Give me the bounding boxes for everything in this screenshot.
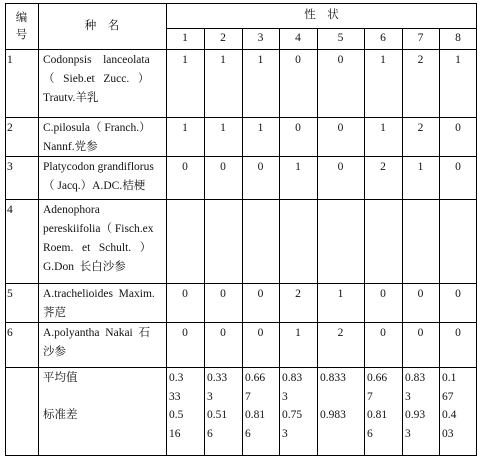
species-name-line: C.pilosula（ Franch.） <box>43 122 151 134</box>
trait-number: 6 <box>380 32 386 44</box>
header-no-char-1: 编 <box>15 12 28 24</box>
row-number: 4 <box>7 204 13 216</box>
summary-value-line: 0.81 <box>245 409 266 421</box>
summary-value-line: 0.51 <box>207 409 228 421</box>
summary-value-line: 33 <box>169 391 181 403</box>
trait-value-cell: 0 <box>295 122 301 134</box>
trait-value-cell: 1 <box>380 122 386 134</box>
summary-value-line: 0.4 <box>442 409 457 421</box>
trait-value-cell: 1 <box>220 122 226 134</box>
species-name-line: Adenophora <box>43 204 100 216</box>
trait-value-cell: 1 <box>257 54 264 66</box>
trait-number: 5 <box>337 32 344 44</box>
species-name-line: Trautv.羊乳 <box>43 92 99 104</box>
summary-value-line: 0.83 <box>405 372 426 384</box>
trait-value-cell: 2 <box>380 161 386 173</box>
header-no-char-2: 号 <box>15 29 28 41</box>
trait-value-cell: 0 <box>417 327 424 339</box>
species-name-line: Roem. et Schult. ） <box>43 242 152 254</box>
summary-value-line: 0.75 <box>282 409 303 421</box>
trait-value-cell: 0 <box>455 161 461 173</box>
summary-value-line: 0.983 <box>320 409 346 421</box>
trait-value-cell: 0 <box>455 122 461 134</box>
trait-number: 1 <box>182 32 188 44</box>
summary-label: 标准差 <box>43 409 78 421</box>
species-name-line: Codonpsis lanceolata <box>43 54 150 66</box>
trait-value-cell: 1 <box>257 122 264 134</box>
species-name-line: （ Sieb.et Zucc. ） <box>43 73 150 85</box>
trait-value-cell: 1 <box>295 327 301 339</box>
summary-value-line: 6 <box>367 428 373 440</box>
trait-value-cell: 1 <box>455 54 461 66</box>
summary-value-line: 0.3 <box>169 372 184 384</box>
summary-value-line: 0.83 <box>282 372 303 384</box>
trait-value-cell: 0 <box>182 327 188 339</box>
species-name-line: 沙参 <box>43 346 66 358</box>
summary-value-line: 7 <box>367 391 373 403</box>
summary-value-line: 3 <box>282 428 288 440</box>
trait-value-cell: 0 <box>337 161 344 173</box>
summary-value-line: 0.66 <box>245 372 266 384</box>
trait-number: 8 <box>455 32 461 44</box>
trait-value-cell: 0 <box>182 288 188 300</box>
trait-value-cell: 0 <box>295 54 301 66</box>
trait-value-cell: 0 <box>220 327 226 339</box>
trait-value-cell: 0 <box>380 327 386 339</box>
trait-number: 7 <box>417 32 424 44</box>
trait-value-cell: 0 <box>220 161 226 173</box>
trait-value-cell: 0 <box>337 54 344 66</box>
species-name-line: A.polyantha Nakai 石 <box>43 327 150 339</box>
trait-value-cell: 2 <box>417 122 424 134</box>
trait-value-cell: 1 <box>337 288 344 300</box>
trait-value-cell: 1 <box>380 54 386 66</box>
trait-value-cell: 0 <box>257 288 264 300</box>
species-name-line: A.trachelioides Maxim. <box>43 288 155 300</box>
trait-value-cell: 0 <box>337 122 344 134</box>
summary-value-line: 16 <box>169 428 181 440</box>
trait-value-cell: 1 <box>182 122 188 134</box>
trait-value-cell: 0 <box>257 161 264 173</box>
trait-value-cell: 2 <box>295 288 301 300</box>
summary-value-line: 0.33 <box>207 372 228 384</box>
summary-value-line: 3 <box>282 391 288 403</box>
summary-value-line: 0.1 <box>442 372 457 384</box>
species-name-line: Nannf.党参 <box>43 141 98 153</box>
trait-value-cell: 1 <box>295 161 301 173</box>
summary-value-line: 6 <box>245 428 251 440</box>
row-number: 5 <box>7 288 13 300</box>
trait-value-cell: 0 <box>257 327 264 339</box>
header-traits: 性 状 <box>304 9 339 21</box>
trait-value-cell: 2 <box>417 54 424 66</box>
trait-number: 3 <box>257 32 264 44</box>
row-number: 6 <box>7 327 13 339</box>
species-name-line: Platycodon grandiflorus <box>43 161 154 173</box>
summary-value-line: 0.5 <box>169 409 184 421</box>
summary-value-line: 6 <box>207 428 213 440</box>
species-name-line: （ Jacq.）A.DC.桔梗 <box>43 180 146 192</box>
trait-value-cell: 1 <box>417 161 424 173</box>
summary-value-line: 67 <box>442 391 454 403</box>
trait-value-cell: 0 <box>455 327 461 339</box>
trait-value-cell: 1 <box>220 54 226 66</box>
trait-value-cell: 0 <box>455 288 461 300</box>
summary-value-line: 3 <box>405 428 411 440</box>
trait-value-cell: 1 <box>182 54 188 66</box>
species-name-line: 荠苨 <box>43 307 66 319</box>
summary-value-line: 03 <box>442 428 454 440</box>
summary-value-line: 0.93 <box>405 409 426 421</box>
trait-value-cell: 0 <box>182 161 188 173</box>
trait-value-cell: 0 <box>220 288 226 300</box>
summary-label: 平均值 <box>43 372 78 384</box>
summary-value-line: 0.66 <box>367 372 388 384</box>
trait-number: 2 <box>220 32 226 44</box>
species-name-line: G.Don 长白沙参 <box>43 261 126 273</box>
trait-number: 4 <box>295 32 301 44</box>
row-number: 1 <box>7 54 13 66</box>
trait-value-cell: 2 <box>337 327 344 339</box>
trait-value-cell: 0 <box>380 288 386 300</box>
trait-value-cell: 0 <box>417 288 424 300</box>
header-species-name: 种 名 <box>84 20 120 32</box>
summary-value-line: 0.833 <box>320 372 346 384</box>
row-number: 3 <box>7 161 13 173</box>
species-name-line: pereskiifolia（ Fisch.ex <box>43 223 154 235</box>
summary-value-line: 3 <box>405 391 411 403</box>
summary-value-line: 0.81 <box>367 409 388 421</box>
trait-table <box>5 3 477 456</box>
row-number: 2 <box>7 122 13 134</box>
summary-value-line: 3 <box>207 391 213 403</box>
summary-value-line: 7 <box>245 391 251 403</box>
